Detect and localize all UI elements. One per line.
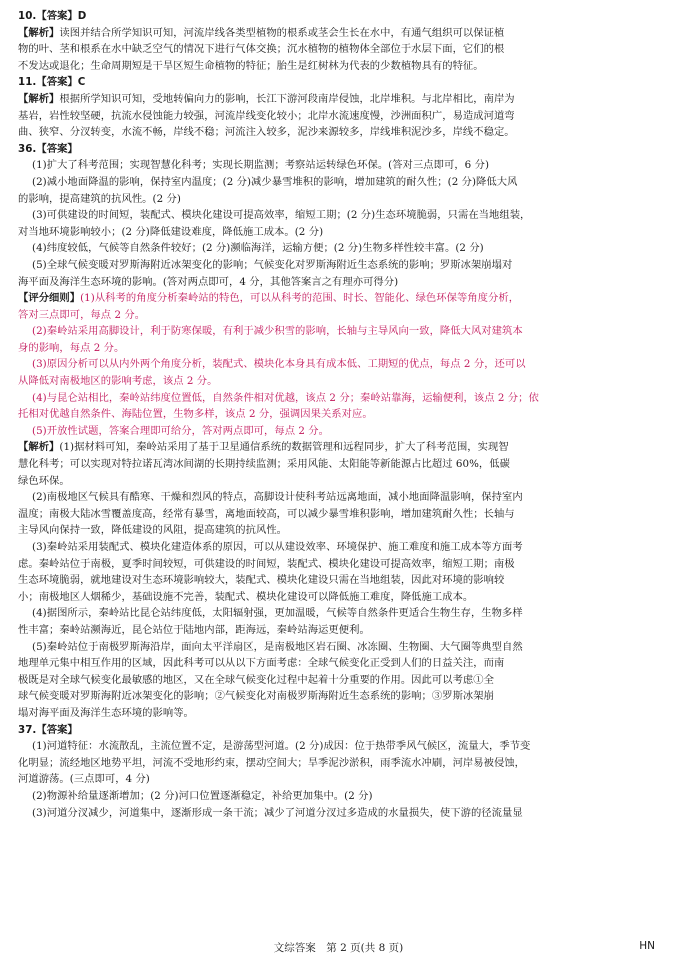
text-line bbox=[18, 705, 665, 722]
text-line bbox=[18, 589, 665, 606]
text-line bbox=[18, 141, 665, 158]
text-span: 根据所学知识可知，受地转偏向力的影响，长江下游河段南岸侵蚀，北岸堆积。与北岸相比，南岸为 bbox=[59, 92, 515, 105]
text-line bbox=[18, 556, 665, 573]
text-line bbox=[18, 771, 665, 788]
text-line bbox=[18, 506, 665, 523]
text-line bbox=[18, 124, 665, 141]
text-span: 不发达或退化；生命周期短是干旱区短生命植物的特征；胎生是红树林为代表的少数植物具有的特征。 bbox=[18, 59, 484, 72]
text-span: 托相对优越自然条件、海陆位置，生物多样，该点 2 分，强调因果关系对应。 bbox=[18, 408, 373, 421]
text-span: 身的影响，每点 2 分。 bbox=[18, 341, 125, 354]
text-span: (5)秦岭站位于南极罗斯海沿岸，面向太平洋扇区，是南极地区岩石圈、冰冻圈、生物圈、大气圈等典型自然 bbox=[32, 640, 523, 653]
text-line bbox=[18, 274, 665, 291]
text-span: 绿色环保。 bbox=[18, 474, 70, 487]
text-line bbox=[18, 639, 665, 656]
text-span: 小；南极地区人烟稀少，基础设施不完善，装配式、模块化建设可以降低施工难度，降低施工成本。 bbox=[18, 590, 474, 603]
text-span: (2)物源补给量逐渐增加；(2 分)河口位置逐渐稳定，补给更加集中。(2 分) bbox=[32, 789, 373, 802]
text-line bbox=[18, 191, 665, 208]
text-span: 基岩，岩性较坚硬，抗流水侵蚀能力较强，河流岸线变化较小；北岸水流速度慢，沙洲面积广，易造成河道弯 bbox=[18, 109, 515, 122]
text-span: 物的叶、茎和根系在水中缺乏空气的情况下进行气体交换；沉水植物的植物体全部位于水层下面，它们的根 bbox=[18, 43, 505, 56]
text-span: (3)秦岭站采用装配式、模块化建造体系的原因，可以从建设效率、环境保护、施工难度和施工成本等方面考 bbox=[32, 541, 523, 553]
text-line bbox=[18, 805, 665, 822]
page-footer bbox=[0, 940, 677, 955]
text-line bbox=[18, 108, 665, 125]
text-span: 河道游荡。(三点即可，4 分) bbox=[18, 773, 150, 786]
text-line bbox=[18, 539, 665, 556]
text-line bbox=[18, 672, 665, 689]
text-line bbox=[18, 340, 665, 357]
text-span: 地理单元集中相互作用的区域，因此科考可以从以下方面考虑：全球气候变化正受到人们的日益关注，而南 bbox=[18, 657, 505, 670]
text-span: (5)全球气候变暖对罗斯海附近冰架变化的影响；气候变化对罗斯海附近生态系统的影响；罗斯冰架崩塌对 bbox=[32, 258, 513, 271]
text-line bbox=[18, 755, 665, 772]
text-span: 化明显；流经地区地势平坦，河流不受地形约束，摆动空间大；旱季泥沙淤积，雨季流水冲刷，河岸易被侵蚀， bbox=[18, 756, 525, 769]
text-line bbox=[18, 174, 665, 191]
text-line bbox=[18, 257, 665, 274]
text-span: (3)原因分析可以从内外两个角度分析，装配式、模块化本身具有成本低、工期短的优点，每点 2 分，还可以 bbox=[32, 358, 526, 371]
text-span: 主导风向保持一致，降低建设的风阻，提高建筑的抗风性。 bbox=[18, 524, 288, 537]
text-span: 海平面及海洋生态环境的影响。(答对两点即可，4 分，其他答案言之有理亦可得分) bbox=[18, 275, 399, 288]
text-span: 【评分细则】 bbox=[18, 292, 81, 305]
text-line bbox=[18, 572, 665, 589]
text-span: 慧化科考；可以实现对特拉诺瓦湾冰间湖的长期持续监测；采用风能、太阳能等新能源占比超过 60%，低碳 bbox=[18, 458, 510, 471]
text-line bbox=[18, 74, 665, 91]
text-line bbox=[18, 356, 665, 373]
text-line bbox=[18, 522, 665, 539]
text-line bbox=[18, 688, 665, 705]
text-span: 答对三点即可，每点 2 分。 bbox=[18, 308, 146, 321]
text-line bbox=[18, 406, 665, 423]
text-line bbox=[18, 240, 665, 257]
text-line bbox=[18, 788, 665, 805]
text-line bbox=[18, 373, 665, 390]
text-span: 的影响，提高建筑的抗风性。(2 分) bbox=[18, 192, 181, 205]
text-span: (4)据图所示，秦岭站比昆仑站纬度低，太阳辐射强，更加温暖，气候等自然条件更适合生物生存，生物多样 bbox=[32, 607, 523, 620]
text-span: (4)与昆仑站相比，秦岭站纬度位置低，自然条件相对优越，该点 2 分；秦岭站靠海，运输便利，该点 2 分；依 bbox=[32, 391, 539, 404]
text-span: (1)从科考的角度分析秦岭站的特色，可以从科考的范围、时长、智能化、绿色环保等角度分析， bbox=[80, 292, 520, 305]
text-span: 11.【答案】C bbox=[18, 76, 86, 89]
text-line bbox=[18, 91, 665, 108]
text-line bbox=[18, 489, 665, 506]
text-line bbox=[18, 207, 665, 224]
text-line bbox=[18, 307, 665, 324]
text-span: 37.【答案】 bbox=[18, 723, 78, 736]
text-span: 球气候变暖对罗斯海附近冰架变化的影响；②气候变化对南极罗斯海附近生态系统的影响；③罗斯冰架崩 bbox=[18, 690, 494, 703]
footer-page-label: 文综答案 第 2 页(共 8 页) bbox=[273, 942, 404, 954]
text-line bbox=[18, 41, 665, 58]
text-span: 曲、狭窄、分汊转变，水流不畅，岸线不稳；河流注入较多，泥沙来源较多，岸线堆积泥沙多，岸线不稳定。 bbox=[18, 126, 515, 139]
text-span: (5)开放性试题，答案合理即可给分，答对两点即可，每点 2 分。 bbox=[32, 424, 330, 437]
text-span: 【解析】 bbox=[18, 441, 60, 454]
text-span: (2)秦岭站采用高脚设计，利于防寒保暖，有利于减少积雪的影响，长轴与主导风向一致，降低大风对建筑本 bbox=[32, 325, 523, 338]
text-line bbox=[18, 390, 665, 407]
text-span: 读图并结合所学知识可知，河流岸线各类型植物的根系或茎会生长在水中，有通气组织可以保证植 bbox=[59, 26, 505, 39]
text-span: 从降低对南极地区的影响考虑，该点 2 分。 bbox=[18, 375, 218, 388]
text-line bbox=[18, 224, 665, 241]
text-span: 温度；南极大陆冰雪覆盖度高，经常有暴雪，离地面较高，可以减少暴雪堆积影响，增加建筑耐久性；长轴与 bbox=[18, 507, 515, 520]
text-line bbox=[18, 622, 665, 639]
text-span: 【解析】 bbox=[18, 92, 60, 105]
text-span: (3)可供建设的时间短，装配式、模块化建设可提高效率，缩短工期；(2 分)生态环境脆弱，只需在当地组装， bbox=[32, 209, 531, 222]
text-line bbox=[18, 439, 665, 456]
text-span: 36.【答案】 bbox=[18, 142, 78, 155]
text-line bbox=[18, 8, 665, 25]
text-line bbox=[18, 605, 665, 622]
text-span: (2)减小地面降温的影响，保持室内温度；(2 分)减少暴雪堆积的影响，增加建筑的耐久性；(2 分)降低大风 bbox=[32, 175, 518, 188]
text-line bbox=[18, 473, 665, 490]
text-span: (2)南极地区气候具有酷寒、干燥和烈风的特点，高脚设计使科考站远离地面，减小地面降温影响，保持室内 bbox=[32, 491, 523, 504]
text-span: 极既是对全球气候变化最敏感的地区，又在全球气候变化过程中起着十分重要的作用。因此可以考虑①全 bbox=[18, 673, 494, 686]
text-line bbox=[18, 722, 665, 739]
text-span: 【解析】 bbox=[18, 26, 60, 39]
text-line bbox=[18, 456, 665, 473]
text-span: 对当地环境影响较小；(2 分)降低建设难度，降低施工成本。(2 分) bbox=[18, 225, 324, 238]
text-line bbox=[18, 323, 665, 340]
answer-content bbox=[18, 8, 665, 821]
text-span: 生态环境脆弱，就地建设对生态环境影响较大，装配式、模块化建设只需在当地组装，因此对环境的影响较 bbox=[18, 574, 505, 587]
text-span: 虑。秦岭站位于南极，夏季时间较短，可供建设的时间短，装配式、模块化建设可提高效率，缩短工期；南极 bbox=[18, 557, 515, 570]
text-span: (1)扩大了科考范围；实现智慧化科考；实现长期监测；考察站运转绿色环保。(答对三点即可，6 分) bbox=[32, 159, 490, 172]
text-line bbox=[18, 738, 665, 755]
text-span: (1)据材料可知，秦岭站采用了基于卫星通信系统的数据管理和远程同步，扩大了科考范围，实现智 bbox=[59, 441, 509, 454]
footer-code: HN bbox=[639, 940, 655, 952]
text-span: (3)河道分汊减少，河道集中，逐渐形成一条干流；减少了河道分汊过多造成的水量损失，使下游的径流量显 bbox=[32, 806, 523, 819]
text-line bbox=[18, 157, 665, 174]
text-line bbox=[18, 655, 665, 672]
text-line bbox=[18, 290, 665, 307]
text-line bbox=[18, 58, 665, 75]
text-line bbox=[18, 25, 665, 42]
text-span: 性丰富；秦岭站濒海近，昆仑站位于陆地内部，距海远，秦岭站海运更便利。 bbox=[18, 623, 370, 636]
text-line bbox=[18, 423, 665, 440]
text-span: 塌对海平面及海洋生态环境的影响等。 bbox=[18, 706, 194, 719]
text-span: (1)河道特征：水流散乱，主流位置不定，是游荡型河道。(2 分)成因：位于热带季风气候区，流量大，季节变 bbox=[32, 740, 531, 753]
text-span: (4)纬度较低，气候等自然条件较好；(2 分)濒临海洋，运输方便；(2 分)生物多样性较丰富。(2 分) bbox=[32, 242, 484, 255]
text-span: 10.【答案】D bbox=[18, 10, 87, 22]
